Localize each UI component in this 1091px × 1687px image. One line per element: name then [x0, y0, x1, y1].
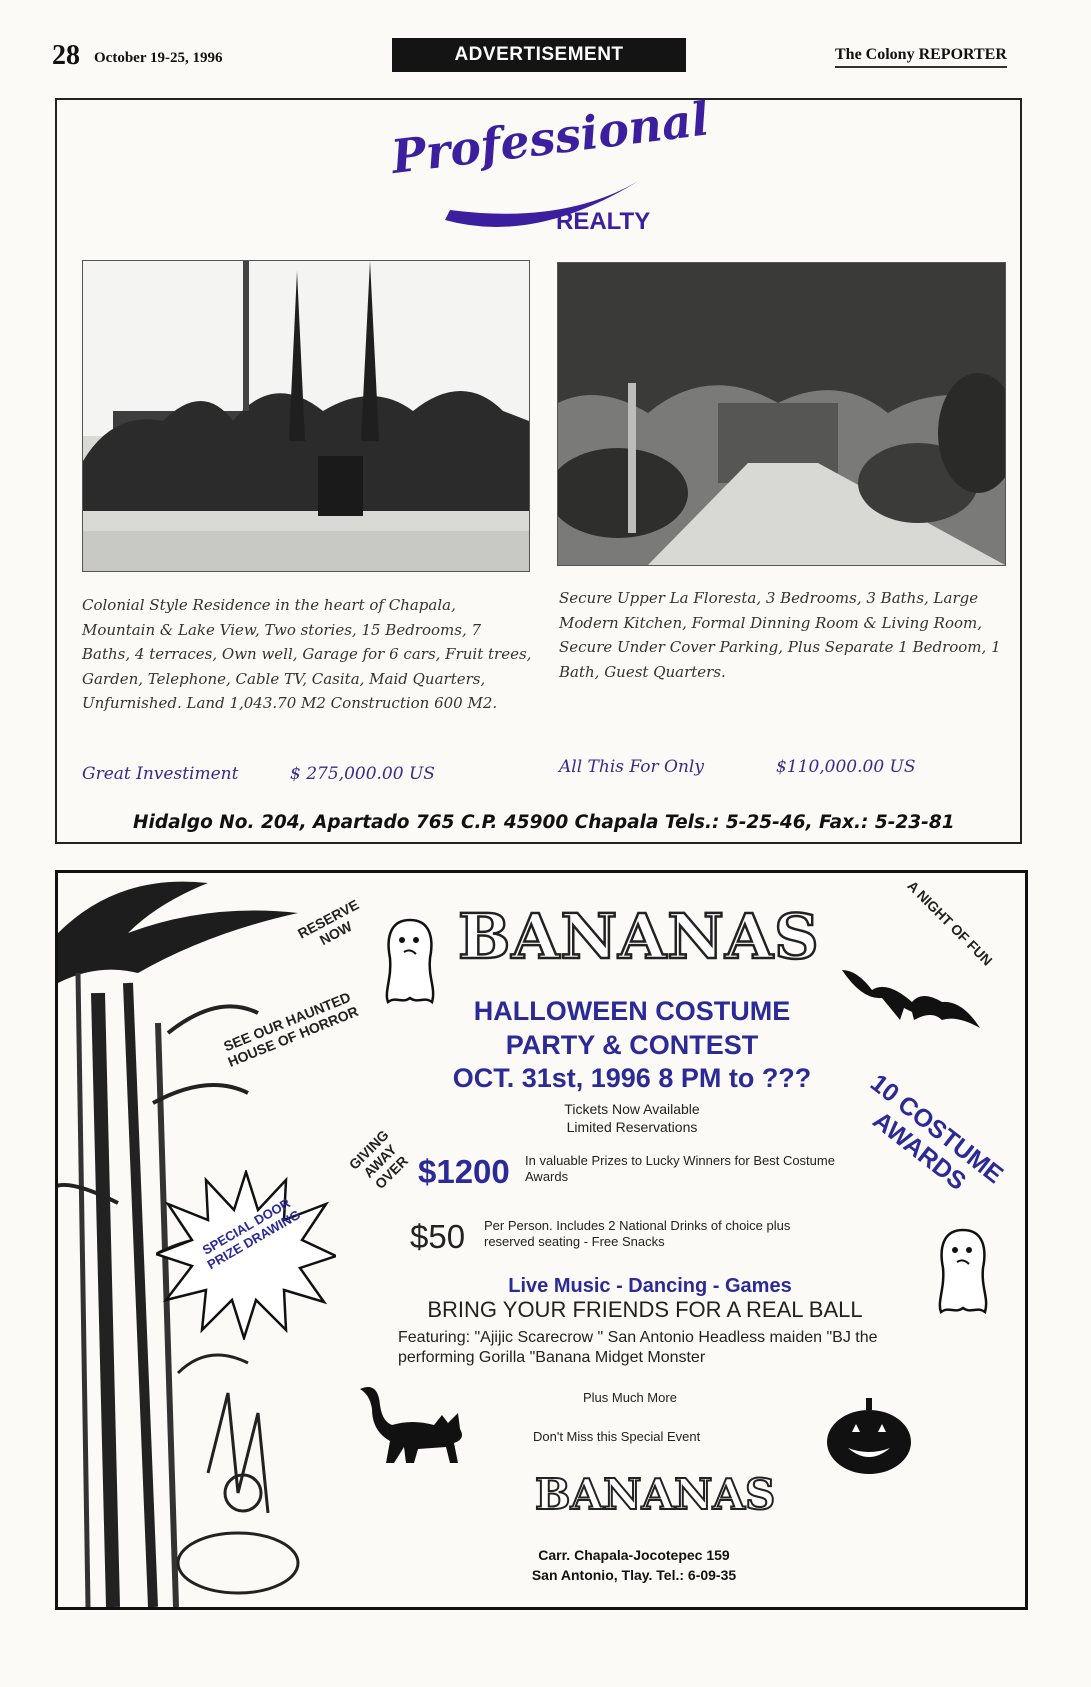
publication-name: The Colony REPORTER	[835, 46, 1007, 68]
starburst-badge-icon	[156, 1170, 336, 1340]
ticket-price-description: Per Person. Includes 2 National Drinks of choice plus reserved seating - Free Snacks	[484, 1218, 791, 1249]
live-music-line: Live Music - Dancing - Games	[508, 1275, 792, 1297]
prize-description: In valuable Prizes to Lucky Winners for Best Costume Awards	[525, 1153, 835, 1184]
night-of-fun-label: A NIGHT OF FUN	[904, 877, 996, 969]
headline-halloween-costume: HALLOWEEN COSTUME	[473, 996, 791, 1026]
featuring-line: Featuring: "Ajijic Scarecrow " San Antonio Headless maiden "BJ the performing Gorilla "Banana Midget Monster	[398, 1329, 878, 1366]
door-prize-label: SPECIAL DOOR PRIZE DRAWING	[199, 1195, 303, 1273]
realty-logo-word: REALTY	[556, 208, 651, 235]
ticket-price: $50	[410, 1218, 466, 1255]
advertisement-banner: ADVERTISEMENT	[392, 38, 686, 72]
pumpkin-icon	[826, 1398, 912, 1474]
bananas-address-line2: San Antonio, Tlay. Tel.: 6-09-35	[531, 1567, 737, 1583]
realty-address: Hidalgo No. 204, Apartado 765 C.P. 45900 Chapala Tels.: 5-25-46, Fax.: 5-23-81	[133, 812, 955, 833]
headline-date-time: OCT. 31st, 1996 8 PM to ???	[452, 1063, 812, 1093]
issue-date: October 19-25, 1996	[94, 50, 223, 66]
ghost-icon	[382, 918, 438, 1006]
floresta-house-photo	[557, 262, 1006, 566]
tickets-available: Tickets Now Available	[564, 1101, 700, 1117]
bananas-address-line1: Carr. Chapala-Jocotepec 159	[538, 1547, 730, 1563]
listing2-price: $110,000.00 US	[776, 757, 916, 777]
prize-amount: $1200	[418, 1153, 510, 1190]
haunted-house-label: SEE OUR HAUNTED HOUSE OF HORROR	[221, 988, 361, 1070]
listing2-price-label: All This For Only	[559, 757, 704, 777]
bananas-logo-footer: BANANAS	[535, 1470, 776, 1519]
dont-miss-line: Don't Miss this Special Event	[533, 1429, 701, 1444]
limited-reservations: Limited Reservations	[566, 1119, 698, 1135]
reserve-now-label: RESERVE NOW	[295, 896, 362, 949]
bananas-address	[514, 1545, 754, 1585]
costume-awards-label: 10 COSTUME AWARDS	[865, 1068, 1009, 1196]
realty-logo-script: Professional	[388, 91, 712, 184]
bananas-logo-title: BANANAS	[458, 900, 820, 973]
listing1-price-label: Great Investiment	[82, 764, 239, 784]
ghost-icon	[935, 1228, 991, 1316]
bring-friends-line: BRING YOUR FRIENDS FOR A REAL BALL	[427, 1297, 863, 1322]
listing1-price: $ 275,000.00 US	[290, 764, 435, 784]
giving-away-label: GIVING AWAY OVER	[345, 1126, 412, 1193]
bat-icon	[842, 960, 980, 1040]
colonial-residence-photo	[82, 260, 530, 572]
listing2-description: Secure Upper La Floresta, 3 Bedrooms, 3 Baths, Large Modern Kitchen, Formal Dinning Room & Living Room, Secure Under Cover Parking, Plus Separate 1 Bedroom, 1 Bath, Guest Quarters.	[559, 589, 1001, 681]
headline-party-contest: PARTY & CONTEST	[505, 1030, 759, 1060]
plus-much-more: Plus Much More	[583, 1390, 677, 1405]
tickets-info	[532, 1100, 732, 1136]
page-number: 28	[52, 40, 80, 71]
listing1-description: Colonial Style Residence in the heart of Chapala, Mountain & Lake View, Two stories, 15 Bedrooms, 7 Baths, 4 terraces, Own well, Garage for 6 cars, Fruit trees, Garden, Telephone, Cable TV, Casita, Maid Quarters, Unfurnished. Land 1,043.70 M2 Construction 600 M2.	[82, 596, 532, 712]
cat-icon	[358, 1385, 468, 1465]
